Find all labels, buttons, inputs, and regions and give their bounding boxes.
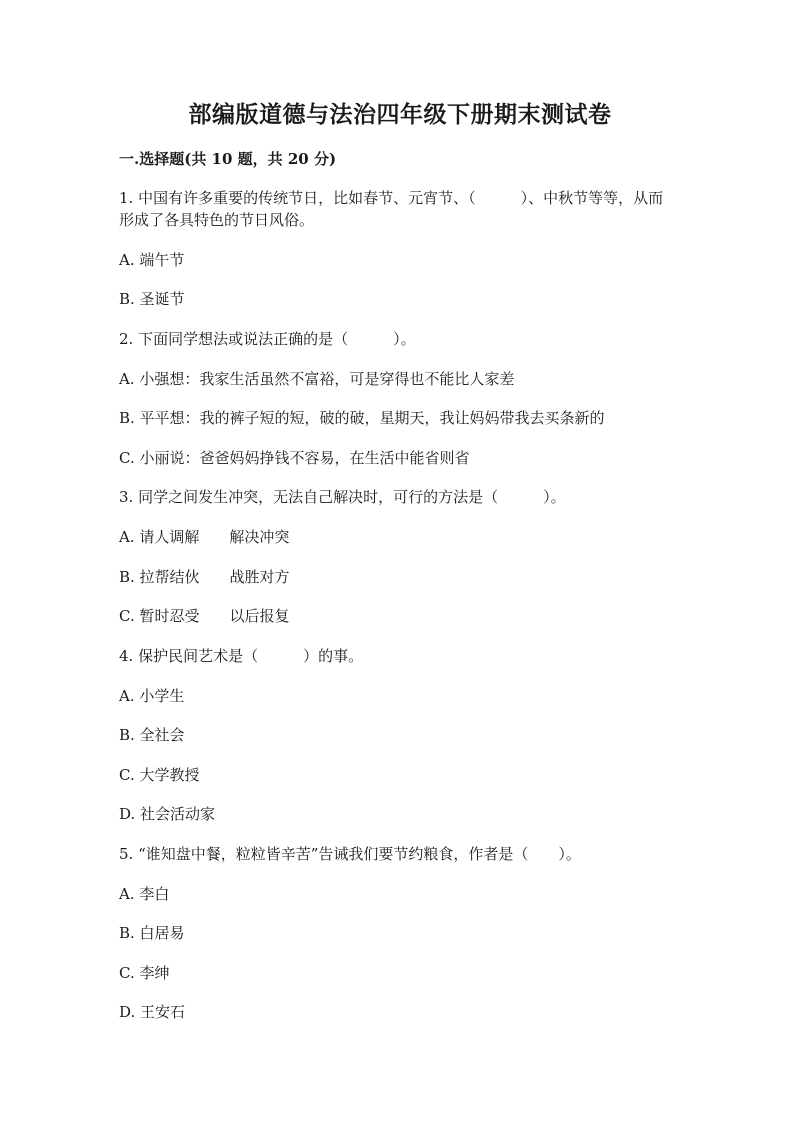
question-1-option-a[interactable]: A. 端午节 <box>119 251 185 269</box>
question-2-stem: 2. 下面同学想法或说法正确的是（ ）。 <box>119 330 416 348</box>
question-2-option-a[interactable]: A. 小强想：我家生活虽然不富裕，可是穿得也不能比人家差 <box>119 370 515 388</box>
question-4-option-d[interactable]: D. 社会活动家 <box>119 805 216 823</box>
question-2-option-c[interactable]: C. 小丽说：爸爸妈妈挣钱不容易，在生活中能省则省 <box>119 449 470 467</box>
question-3-option-c[interactable]: C. 暂时忍受 以后报复 <box>119 607 290 625</box>
question-1-stem: 1. 中国有许多重要的传统节日，比如春节、元宵节、（ ）、中秋节等等，从而形成了各具特色的节日风俗。 <box>119 189 664 229</box>
question-4-option-c[interactable]: C. 大学教授 <box>119 766 200 784</box>
question-1-option-b[interactable]: B. 圣诞节 <box>119 290 185 308</box>
question-2-option-b[interactable]: B. 平平想：我的裤子短的短，破的破，星期天，我让妈妈带我去买条新的 <box>119 409 605 427</box>
section-heading: 一.选择题(共 10 题，共 20 分) <box>119 150 337 168</box>
question-5-option-c[interactable]: C. 李绅 <box>119 964 170 982</box>
question-4-option-b[interactable]: B. 全社会 <box>119 726 185 744</box>
question-3-stem: 3. 同学之间发生冲突，无法自己解决时，可行的方法是（ ）。 <box>119 488 566 506</box>
question-5-stem: 5. “谁知盘中餐，粒粒皆辛苦”告诫我们要节约粮食，作者是（ ）。 <box>119 845 581 863</box>
question-5-option-d[interactable]: D. 王安石 <box>119 1003 186 1021</box>
question-5-option-b[interactable]: B. 白居易 <box>119 924 185 942</box>
exam-title: 部编版道德与法治四年级下册期末测试卷 <box>188 101 612 128</box>
question-4-option-a[interactable]: A. 小学生 <box>119 687 185 705</box>
question-4-stem: 4. 保护民间艺术是（ ）的事。 <box>119 647 364 665</box>
question-5-option-a[interactable]: A. 李白 <box>119 885 170 903</box>
question-3-option-b[interactable]: B. 拉帮结伙 战胜对方 <box>119 568 290 586</box>
question-3-option-a[interactable]: A. 请人调解 解决冲突 <box>119 528 290 546</box>
